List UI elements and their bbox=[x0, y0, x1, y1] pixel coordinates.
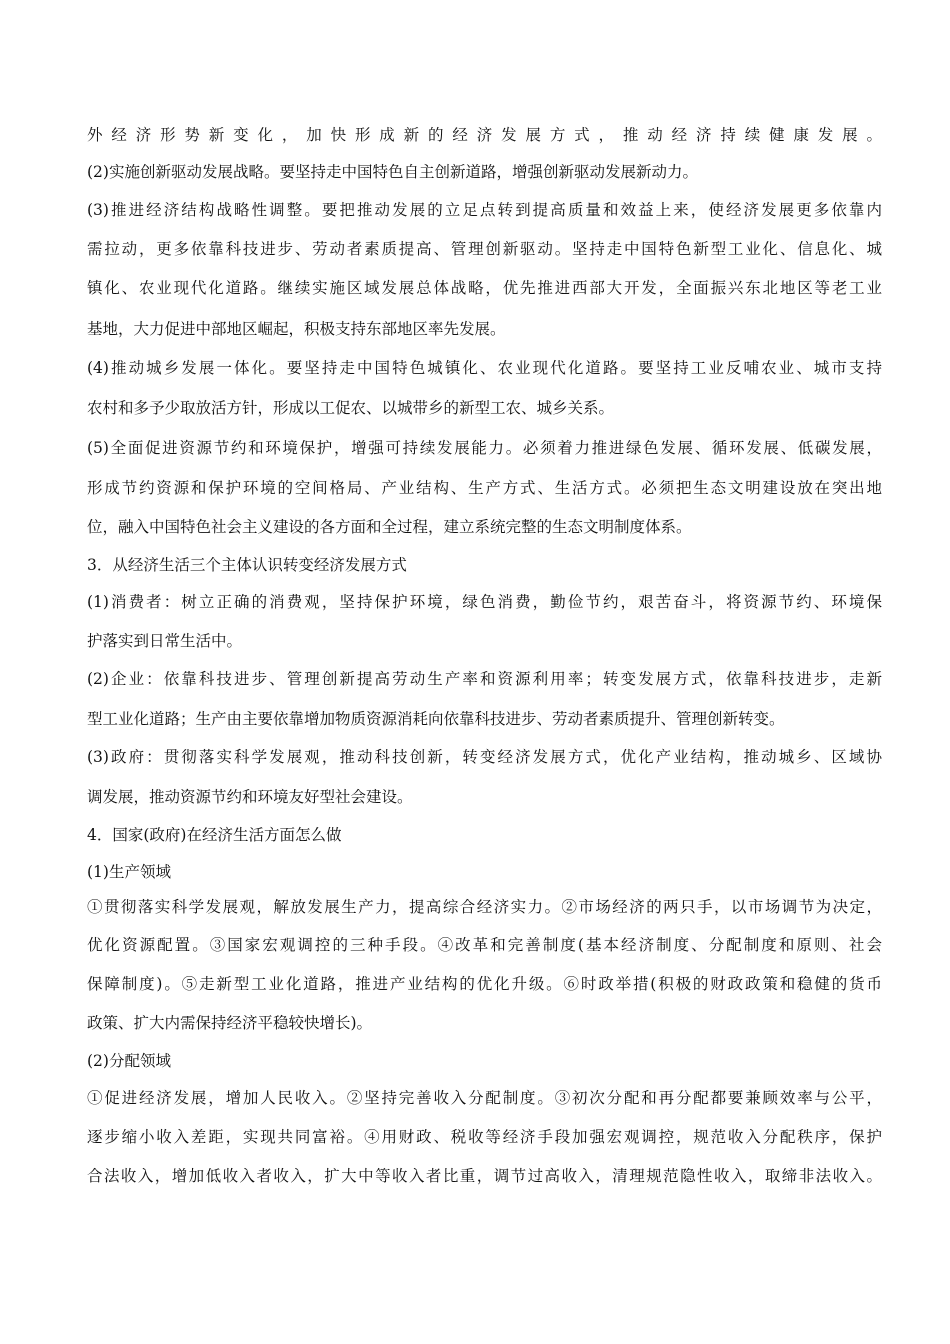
text-line: 政策、扩大内需保持经济平稳较快增长)。 bbox=[87, 1014, 373, 1032]
text-line: 型工业化道路；生产由主要依靠增加物质资源消耗向依靠科技进步、劳动者素质提升、管理创新转变。 bbox=[87, 710, 785, 728]
text-line: (3)推进经济结构战略性调整。要把推动发展的立足点转到提高质量和效益上来，使经济发展更多依靠内 bbox=[87, 201, 882, 219]
subsection-heading: (2)分配领域 bbox=[87, 1052, 171, 1070]
text-line: ①促进经济发展，增加人民收入。②坚持完善收入分配制度。③初次分配和再分配都要兼顾效率与公平， bbox=[87, 1089, 882, 1107]
text-line: 外经济形势新变化，加快形成新的经济发展方式，推动经济持续健康发展。 bbox=[87, 126, 882, 144]
text-line: ①贯彻落实科学发展观，解放发展生产力，提高综合经济实力。②市场经济的两只手，以市场调节为决定， bbox=[87, 898, 882, 916]
text-line: (1)消费者：树立正确的消费观，坚持保护环境，绿色消费，勤俭节约，艰苦奋斗，将资源节约、环境保 bbox=[87, 593, 882, 611]
text-line: 形成节约资源和保护环境的空间格局、产业结构、生产方式、生活方式。必须把生态文明建设放在突出地 bbox=[87, 479, 882, 497]
section-heading: 3．从经济生活三个主体认识转变经济发展方式 bbox=[87, 556, 407, 574]
text-line: 基地，大力促进中部地区崛起，积极支持东部地区率先发展。 bbox=[87, 320, 506, 338]
text-line: (3)政府：贯彻落实科学发展观，推动科技创新，转变经济发展方式，优化产业结构，推动城乡、区域协 bbox=[87, 748, 882, 766]
subsection-heading: (1)生产领域 bbox=[87, 863, 171, 881]
text-line: 合法收入，增加低收入者收入，扩大中等收入者比重，调节过高收入，清理规范隐性收入，取缔非法收入。 bbox=[87, 1167, 882, 1185]
text-line: (2)企业：依靠科技进步、管理创新提高劳动生产率和资源利用率；转变发展方式，依靠科技进步，走新 bbox=[87, 670, 882, 688]
text-line: 调发展，推动资源节约和环境友好型社会建设。 bbox=[87, 788, 413, 806]
text-line: 镇化、农业现代化道路。继续实施区域发展总体战略，优先推进西部大开发，全面振兴东北地区等老工业 bbox=[87, 279, 882, 297]
section-heading: 4．国家(政府)在经济生活方面怎么做 bbox=[87, 826, 342, 844]
text-line: (2)实施创新驱动发展战略。要坚持走中国特色自主创新道路，增强创新驱动发展新动力。 bbox=[87, 163, 698, 181]
text-line: (4)推动城乡发展一体化。要坚持走中国特色城镇化、农业现代化道路。要坚持工业反哺农业、城市支持 bbox=[87, 359, 882, 377]
text-line: (5)全面促进资源节约和环境保护，增强可持续发展能力。必须着力推进绿色发展、循环发展、低碳发展， bbox=[87, 439, 882, 457]
text-line: 优化资源配置。③国家宏观调控的三种手段。④改革和完善制度(基本经济制度、分配制度和原则、社会 bbox=[87, 936, 882, 954]
text-line: 位，融入中国特色社会主义建设的各方面和全过程，建立系统完整的生态文明制度体系。 bbox=[87, 518, 692, 536]
text-line: 逐步缩小收入差距，实现共同富裕。④用财政、税收等经济手段加强宏观调控，规范收入分配秩序，保护 bbox=[87, 1128, 882, 1146]
text-line: 保障制度)。⑤走新型工业化道路，推进产业结构的优化升级。⑥时政举措(积极的财政政策和稳健的货币 bbox=[87, 975, 882, 993]
text-line: 农村和多予少取放活方针，形成以工促农、以城带乡的新型工农、城乡关系。 bbox=[87, 399, 615, 417]
text-line: 需拉动，更多依靠科技进步、劳动者素质提高、管理创新驱动。坚持走中国特色新型工业化、信息化、城 bbox=[87, 240, 882, 258]
text-line: 护落实到日常生活中。 bbox=[87, 632, 243, 650]
